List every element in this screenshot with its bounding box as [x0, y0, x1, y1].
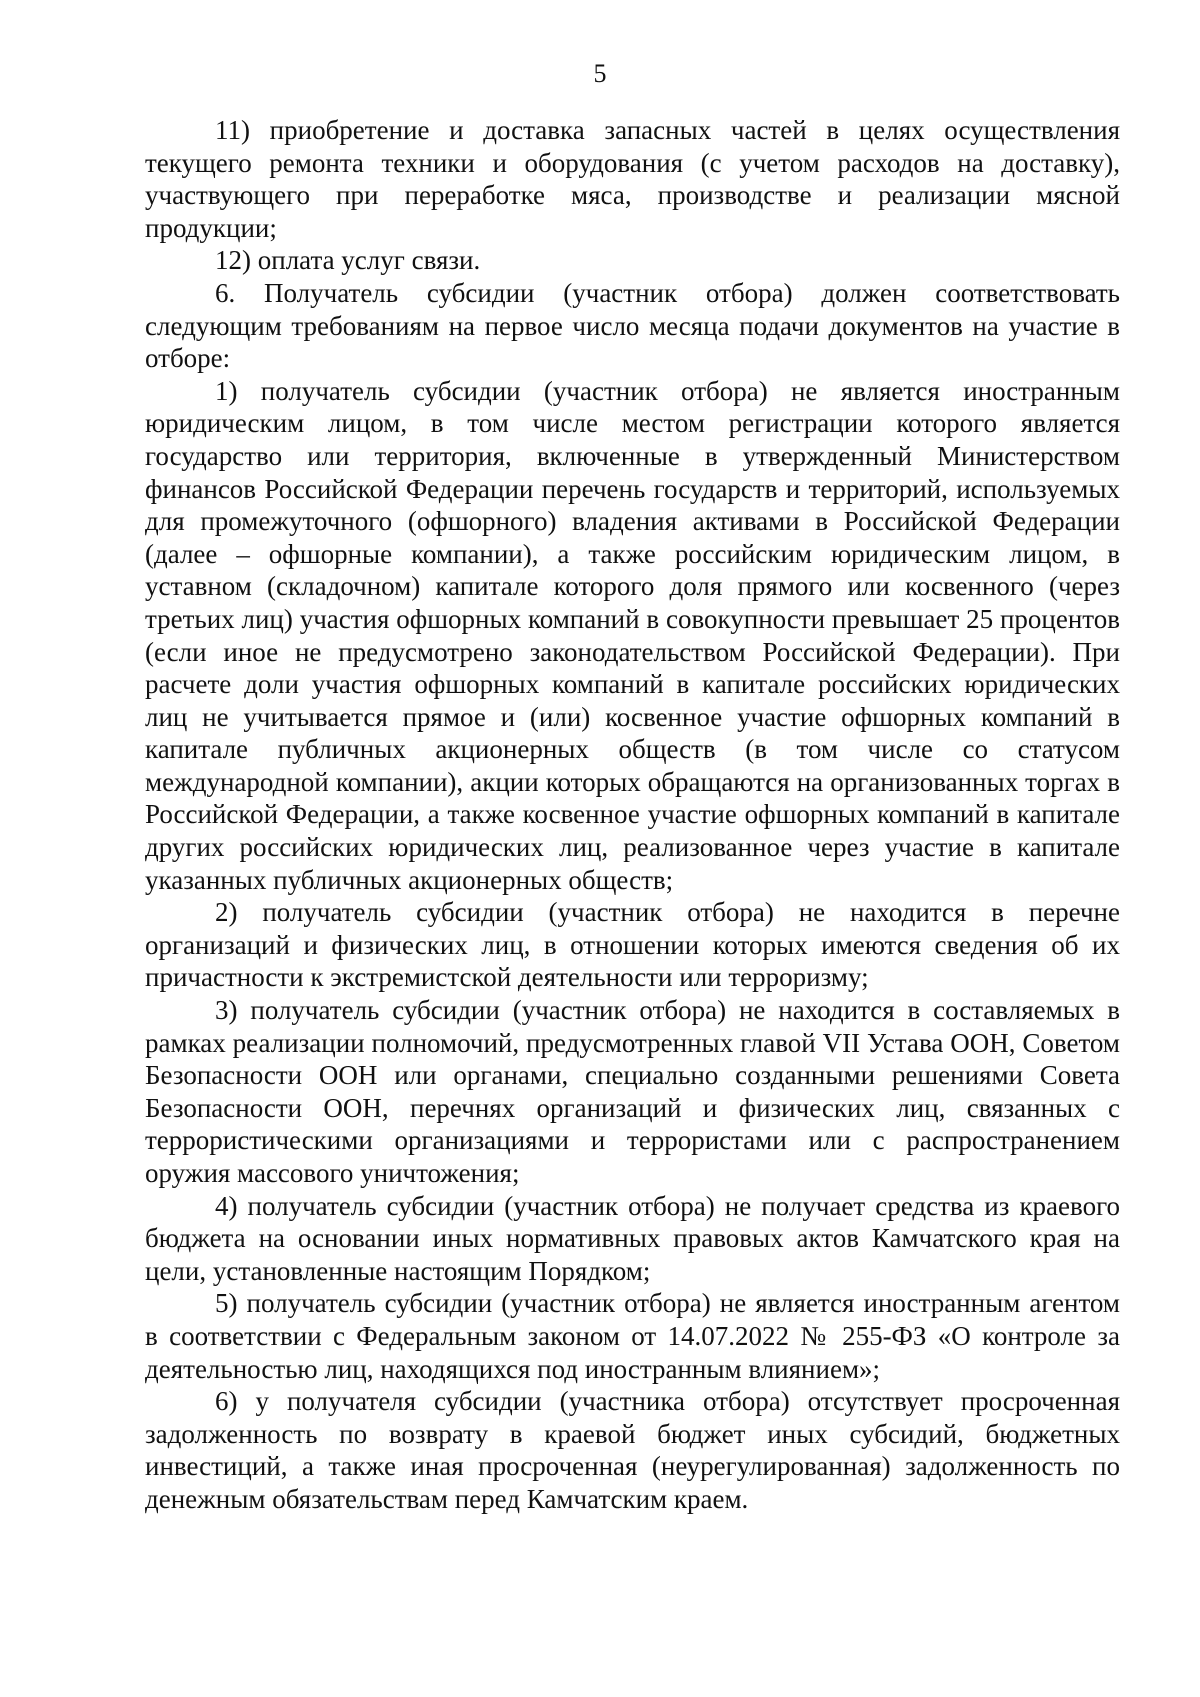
- requirement-4: 4) получатель субсидии (участник отбора) не получает средства из краевого бюджета на основании иных нормативных правовых актов Камчатского края на цели, установленные настоящим Порядком;: [145, 1190, 1120, 1286]
- list-item-12: 12) оплата услуг связи.: [215, 245, 481, 276]
- document-body: [145, 114, 1120, 1516]
- requirement-2: 2) получатель субсидии (участник отбора) не находится в перечне организаций и физических лиц, в отношении которых имеются сведения об их причастности к экстремистской деятельности или терроризму;: [145, 897, 1120, 993]
- requirement-6: 6) у получателя субсидии (участника отбора) отсутствует просроченная задолженность по возврату в краевой бюджет иных субсидий, бюджетных инвестиций, а также иная просроченная (неурегулированная) задолженность по денежным обязательствам перед Камчатским краем.: [145, 1386, 1120, 1514]
- requirement-1: 1) получатель субсидии (участник отбора) не является иностранным юридическим лицом, в том числе местом регистрации которого является государство или территория, включенные в утвержденный Министерством финансов Российской Федерации перечень государств и территорий, используемых для промежуточного (офшорного) владения активами в Российской Федерации (далее – офшорные компании), а также российским юридическим лицом, в уставном (складочном) капитале которого доля прямого или косвенного (через третьих лиц) участия офшорных компаний в совокупности превышает 25 процентов (если иное не предусмотрено законодательством Российской Федерации). При расчете доли участия офшорных компаний в капитале российских юридических лиц не учитывается прямое и (или) косвенное участие офшорных компаний в капитале публичных акционерных обществ (в том числе со статусом международной компании), акции которых обращаются на организованных торгах в Российской Федерации, а также косвенное участие офшорных компаний в капитале других российских юридических лиц, реализованное через участие в капитале указанных публичных акционерных обществ;: [145, 375, 1120, 895]
- requirement-3: 3) получатель субсидии (участник отбора) не находится в составляемых в рамках реализации полномочий, предусмотренных главой VII Устава ООН, Советом Безопасности ООН или органами, специально созданными решениями Совета Безопасности ООН, перечнях организаций и физических лиц, связанных с террористическими организациями и террористами или с распространением оружия массового уничтожения;: [145, 995, 1120, 1188]
- page-number: 5: [593, 59, 607, 88]
- requirement-5: 5) получатель субсидии (участник отбора) не является иностранным агентом в соответствии с Федеральным законом от 14.07.2022 № 255-ФЗ «О контроле за деятельностью лиц, находящихся под иностранным влиянием»;: [145, 1288, 1120, 1384]
- section-6-intro: 6. Получатель субсидии (участник отбора) должен соответствовать следующим требованиям на первое число месяца подачи документов на участие в отборе:: [145, 277, 1120, 374]
- list-item-11: 11) приобретение и доставка запасных частей в целях осуществления текущего ремонта техники и оборудования (с учетом расходов на доставку), участвующего при переработке мяса, производстве и реализации мясной продукции;: [145, 115, 1120, 243]
